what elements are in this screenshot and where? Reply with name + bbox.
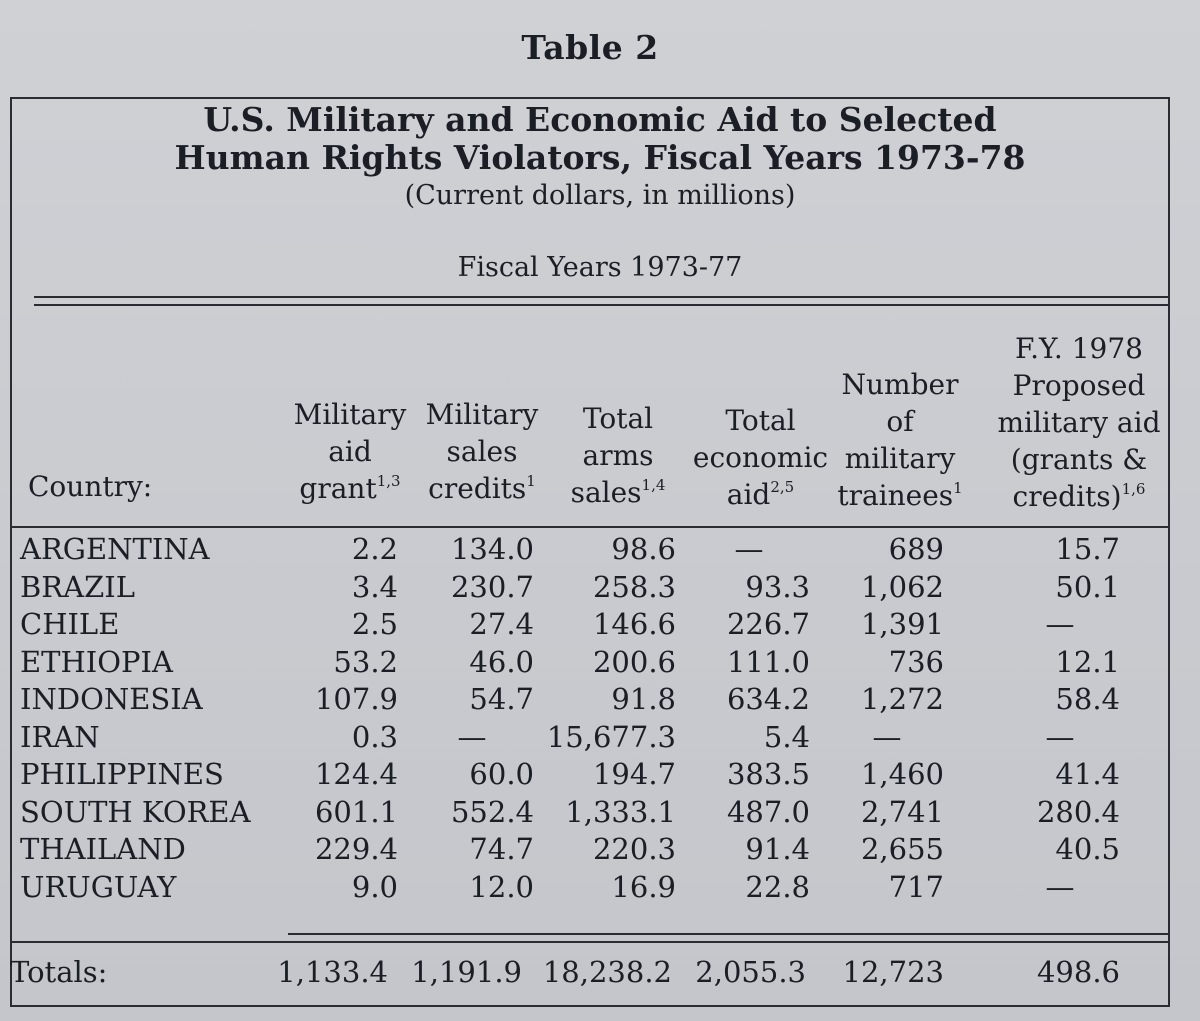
- cell-fy1978-proposed: 50.1: [1055, 569, 1120, 604]
- cell-total-economic-aid: 91.4: [745, 832, 810, 866]
- cell-total-economic-aid: 111.0: [726, 644, 810, 679]
- cell-total-economic-aid: 634.2: [726, 682, 810, 716]
- cell-fy1978-proposed: 40.5: [1055, 832, 1120, 866]
- cell-country: INDONESIA: [20, 682, 203, 716]
- header-total-economic-aid: Total economic aid$^{2,5}$: [692, 404, 829, 511]
- table-row: [0, 795, 1200, 833]
- cell-military-sales-credits: 27.4: [469, 607, 534, 641]
- cell-military-sales-credits: 54.7: [469, 682, 534, 716]
- cell-total-economic-aid: 487.0: [726, 794, 810, 829]
- table-row: [0, 682, 1200, 720]
- cell-military-aid-grant: 229.4: [314, 832, 398, 866]
- cell-fy1978-proposed: —: [1045, 869, 1075, 904]
- cell-military-aid-grant: 2.5: [351, 607, 398, 641]
- cell-total-arms-sales: 91.8: [611, 682, 676, 716]
- cell-fy1978-proposed: —: [1045, 719, 1075, 754]
- cell-military-aid-grant: 53.2: [333, 644, 398, 679]
- cell-country: CHILE: [20, 607, 120, 641]
- cell-fy1978-proposed: 41.4: [1055, 757, 1120, 791]
- cell-military-sales-credits: 12.0: [469, 869, 534, 904]
- header-bottom-rule: [12, 526, 1170, 528]
- totals-label: Totals:: [10, 955, 108, 989]
- cell-military-trainees: 1,460: [860, 757, 944, 791]
- table-title-line2: Human Rights Violators, Fiscal Years 1973-78: [174, 138, 1026, 177]
- header-fy1978-proposed: F.Y. 1978 Proposed military aid (grants & credits)$^{1,6}$: [997, 332, 1161, 513]
- header-double-rule-bottom: [34, 304, 1170, 306]
- cell-country: ARGENTINA: [20, 532, 210, 566]
- cell-country: SOUTH KOREA: [20, 794, 251, 829]
- table-row: [0, 570, 1200, 608]
- table-row: [0, 607, 1200, 645]
- cell-total-economic-aid: —: [734, 532, 764, 566]
- cell-total-arms-sales: 98.6: [611, 532, 676, 566]
- table-row: [0, 832, 1200, 870]
- header-total-arms-sales: Total arms sales$^{1,4}$: [570, 402, 666, 509]
- cell-total-economic-aid: 22.8: [745, 869, 810, 904]
- cell-country: BRAZIL: [20, 569, 135, 604]
- fiscal-years-caption: Fiscal Years 1973-77: [457, 252, 743, 283]
- totals-econ: 2,055.3: [695, 955, 806, 989]
- cell-total-economic-aid: 383.5: [726, 757, 810, 791]
- cell-military-sales-credits: 134.0: [450, 532, 534, 566]
- cell-total-arms-sales: 15,677.3: [546, 719, 676, 754]
- table-title-line1: U.S. Military and Economic Aid to Selected: [203, 100, 997, 139]
- cell-total-arms-sales: 220.3: [592, 832, 676, 866]
- cell-military-trainees: 2,741: [860, 794, 944, 829]
- cell-military-trainees: 1,062: [860, 569, 944, 604]
- cell-total-arms-sales: 1,333.1: [565, 794, 676, 829]
- cell-military-aid-grant: 124.4: [314, 757, 398, 791]
- totals-credits: 1,191.9: [411, 955, 522, 989]
- totals-grant: 1,133.4: [277, 955, 388, 989]
- cell-total-economic-aid: 5.4: [763, 719, 810, 754]
- cell-fy1978-proposed: —: [1045, 607, 1075, 641]
- cell-military-trainees: 717: [888, 869, 944, 904]
- cell-fy1978-proposed: 280.4: [1036, 794, 1120, 829]
- cell-military-trainees: 736: [888, 644, 944, 679]
- cell-country: IRAN: [20, 719, 100, 754]
- table-row: [0, 532, 1200, 570]
- cell-total-arms-sales: 194.7: [592, 757, 676, 791]
- cell-military-aid-grant: 107.9: [314, 682, 398, 716]
- cell-military-trainees: —: [872, 719, 902, 754]
- table-subtitle: (Current dollars, in millions): [404, 180, 796, 211]
- cell-fy1978-proposed: 15.7: [1055, 532, 1120, 566]
- cell-fy1978-proposed: 58.4: [1055, 682, 1120, 716]
- cell-military-sales-credits: 60.0: [469, 757, 534, 791]
- cell-military-aid-grant: 0.3: [351, 719, 398, 754]
- cell-country: ETHIOPIA: [20, 644, 173, 679]
- totals-trainees: 12,723: [842, 955, 944, 989]
- cell-military-aid-grant: 9.0: [351, 869, 398, 904]
- table-row: [0, 720, 1200, 758]
- cell-military-sales-credits: 74.7: [469, 832, 534, 866]
- header-military-aid-grant: Military aid grant$^{1,3}$: [293, 398, 407, 505]
- cell-military-sales-credits: 552.4: [450, 794, 534, 829]
- cell-country: URUGUAY: [20, 869, 177, 904]
- header-military-sales-credits: Military sales credits$^1$: [425, 398, 539, 505]
- cell-military-trainees: 1,272: [860, 682, 944, 716]
- cell-military-aid-grant: 601.1: [314, 794, 398, 829]
- totals-rule-left: [12, 941, 1170, 943]
- cell-total-arms-sales: 16.9: [611, 869, 676, 904]
- header-military-trainees: Number of military trainees$^1$: [837, 368, 963, 512]
- totals-arms: 18,238.2: [542, 955, 672, 989]
- cell-total-arms-sales: 200.6: [592, 644, 676, 679]
- cell-country: PHILIPPINES: [20, 757, 224, 791]
- cell-fy1978-proposed: 12.1: [1055, 644, 1120, 679]
- cell-military-trainees: 1,391: [860, 607, 944, 641]
- cell-total-arms-sales: 146.6: [592, 607, 676, 641]
- cell-country: THAILAND: [20, 832, 186, 866]
- header-double-rule-top: [34, 296, 1170, 298]
- totals-rule: [288, 933, 1170, 935]
- table-row: [0, 870, 1200, 908]
- cell-military-trainees: 689: [888, 532, 944, 566]
- cell-military-sales-credits: —: [457, 719, 487, 754]
- cell-military-trainees: 2,655: [860, 832, 944, 866]
- cell-military-aid-grant: 3.4: [351, 569, 398, 604]
- cell-military-aid-grant: 2.2: [351, 532, 398, 566]
- table-row: [0, 645, 1200, 683]
- totals-fy78: 498.6: [1036, 955, 1120, 989]
- cell-total-arms-sales: 258.3: [592, 569, 676, 604]
- cell-total-economic-aid: 226.7: [726, 607, 810, 641]
- cell-military-sales-credits: 46.0: [469, 644, 534, 679]
- totals-row: [0, 955, 1200, 995]
- header-country: Country:: [28, 470, 153, 503]
- cell-total-economic-aid: 93.3: [745, 569, 810, 604]
- table-row: [0, 757, 1200, 795]
- table-label: Table 2: [521, 28, 659, 67]
- cell-military-sales-credits: 230.7: [450, 569, 534, 604]
